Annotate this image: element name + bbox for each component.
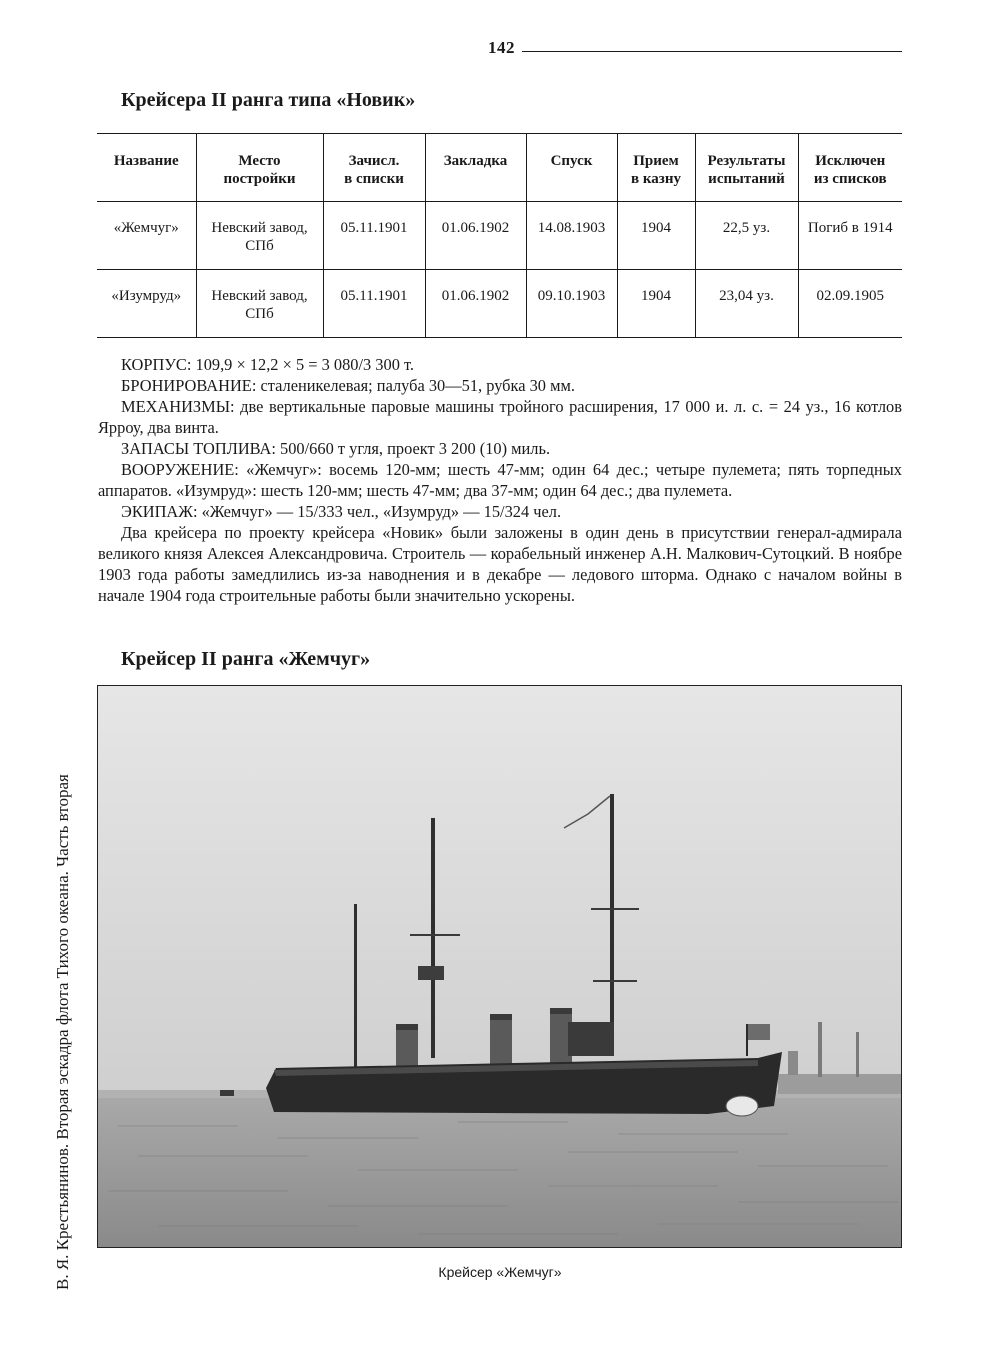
cell-laid-down: 01.06.1902 bbox=[425, 202, 526, 270]
armor-paragraph: БРОНИРОВАНИЕ: сталеникелевая; палуба 30—51, рубка 30 мм. bbox=[121, 376, 575, 395]
fuel-paragraph: ЗАПАСЫ ТОПЛИВА: 500/660 т угля, проект 3 200 (10) миль. bbox=[121, 439, 551, 458]
photo-caption: Крейсер «Жемчуг» bbox=[438, 1264, 562, 1280]
cruiser-photo-illustration bbox=[98, 686, 901, 1247]
header-launched: Спуск bbox=[526, 134, 617, 202]
cell-listed: 05.11.1901 bbox=[323, 202, 425, 270]
cell-accepted: 1904 bbox=[617, 270, 695, 338]
cell-launched: 14.08.1903 bbox=[526, 202, 617, 270]
cell-trials: 23,04 уз. bbox=[695, 270, 798, 338]
section-title-zhemchug: Крейсер II ранга «Жемчуг» bbox=[121, 648, 371, 670]
header-place: Место постройки bbox=[196, 134, 323, 202]
cell-name: «Изумруд» bbox=[97, 270, 196, 338]
table-row bbox=[97, 270, 902, 338]
header-listed: Зачисл. в списки bbox=[323, 134, 425, 202]
spine-running-title: В. Я. Крестьянинов. Вторая эскадра флота Тихого океана. Часть вторая bbox=[53, 774, 72, 1290]
cell-listed: 05.11.1901 bbox=[323, 270, 425, 338]
specifications-text bbox=[98, 354, 902, 606]
cell-laid-down: 01.06.1902 bbox=[425, 270, 526, 338]
cell-removed: Погиб в 1914 bbox=[798, 202, 902, 270]
cell-trials: 22,5 уз. bbox=[695, 202, 798, 270]
header-accepted: Прием в казну bbox=[617, 134, 695, 202]
hull-paragraph: КОРПУС: 109,9 × 12,2 × 5 = 3 080/3 300 т. bbox=[121, 355, 415, 374]
page-number: 142 bbox=[488, 38, 515, 57]
section-title-novik-class: Крейсера II ранга типа «Новик» bbox=[121, 89, 416, 111]
table-header-row bbox=[97, 134, 902, 202]
header-trials: Результаты испытаний bbox=[695, 134, 798, 202]
crew-paragraph: ЭКИПАЖ: «Жемчуг» — 15/333 чел., «Изумруд» — 15/324 чел. bbox=[121, 502, 562, 521]
cruiser-photo bbox=[97, 685, 902, 1248]
header-removed: Исключен из списков bbox=[798, 134, 902, 202]
header-rule bbox=[522, 51, 902, 52]
cell-place: Невский завод, СПб bbox=[196, 270, 323, 338]
header-laid-down: Закладка bbox=[425, 134, 526, 202]
machinery-paragraph: МЕХАНИЗМЫ: две вертикальные паровые машины тройного расширения, 17 000 и. л. с. = 24 уз., 16 котлов Ярроу, два винта. bbox=[98, 397, 902, 437]
cell-name: «Жемчуг» bbox=[97, 202, 196, 270]
header-name: Название bbox=[97, 134, 196, 202]
cell-removed: 02.09.1905 bbox=[798, 270, 902, 338]
description-paragraph: Два крейсера по проекту крейсера «Новик» были заложены в один день в присутствии генерал-адмирала великого князя Алексея Александровича. Строитель — корабельный инженер А.Н. Малкович-Сутоцкий. В ноябре 1903 года работы замедлились из-за наводнения и в декабре — ледового шторма. Однако с началом войны в начале 1904 года строительные работы были значительно ускорены. bbox=[98, 523, 902, 605]
page-header bbox=[488, 38, 902, 62]
table-row bbox=[97, 202, 902, 270]
armament-paragraph: ВООРУЖЕНИЕ: «Жемчуг»: восемь 120-мм; шесть 47-мм; один 64 дес.; четыре пулемета; пять торпедных аппаратов. «Изумруд»: шесть 120-мм; шесть 47-мм; два 37-мм; один 64 дес.; два пулемета. bbox=[98, 460, 902, 500]
cell-accepted: 1904 bbox=[617, 202, 695, 270]
cell-place: Невский завод, СПб bbox=[196, 202, 323, 270]
cell-launched: 09.10.1903 bbox=[526, 270, 617, 338]
cruiser-spec-table bbox=[97, 133, 902, 338]
